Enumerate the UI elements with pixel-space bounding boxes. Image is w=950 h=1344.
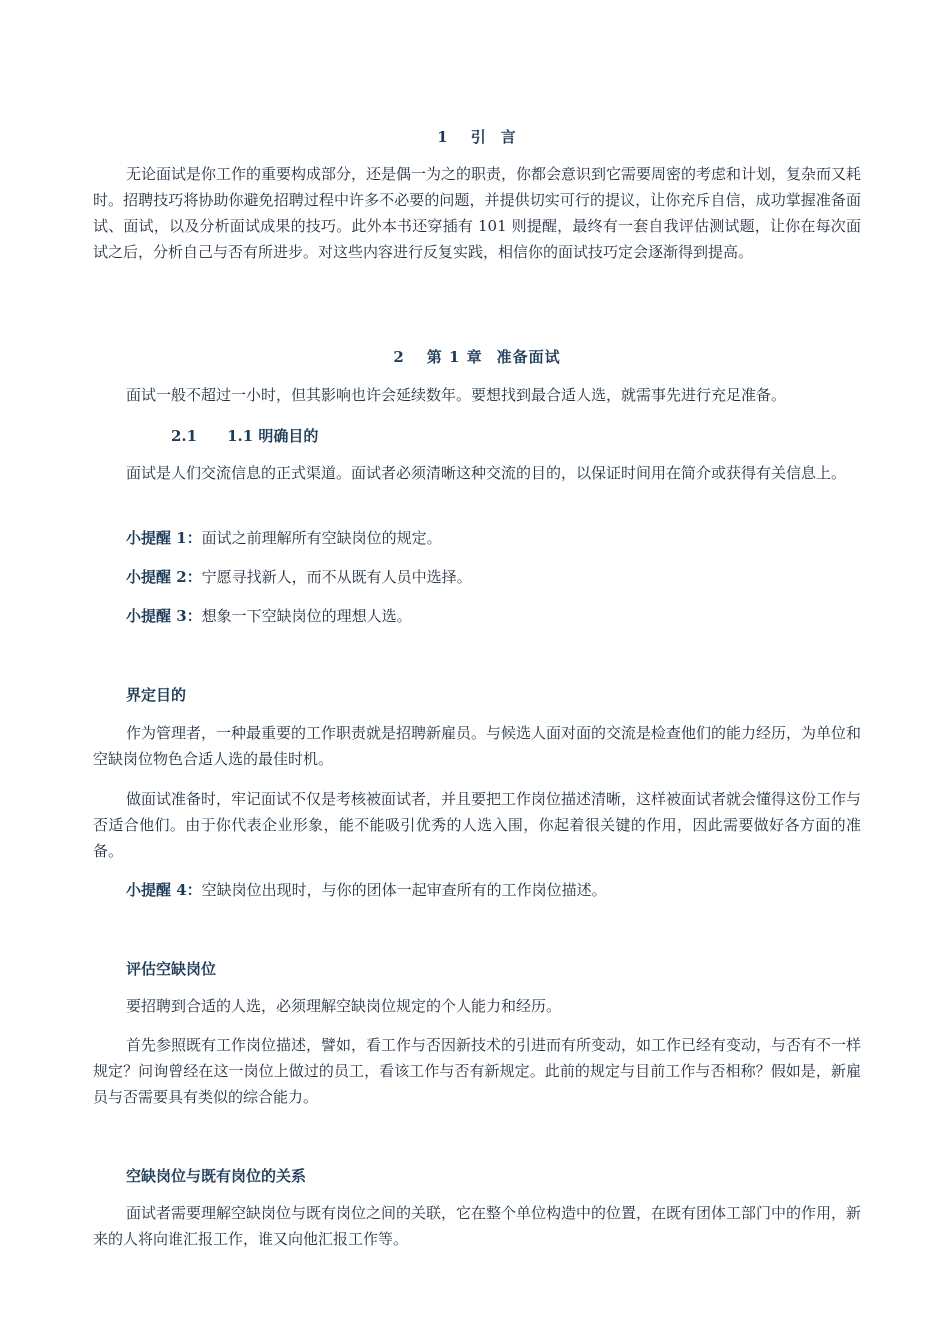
tip-label: 小提醒 3： — [126, 607, 202, 625]
heading-assess-vacancy: 评估空缺岗位 — [126, 960, 217, 978]
tip-text: 空缺岗位出现时，与你的团体一起审查所有的工作岗位描述。 — [201, 881, 607, 899]
subsection-paragraph: 面试是人们交流信息的正式渠道。面试者必须清晰这种交流的目的，以保证时间用在简介或获得有关信息上。 — [126, 464, 847, 482]
define-paragraph-1: 作为管理者，一种最重要的工作职责就是招聘新雇员。与候选人面对面的交流是检查他们的能力经历，为单位和空缺岗位物色合适人选的最佳时机。 — [93, 724, 862, 768]
tip-text: 宁愿寻找新人，而不从既有人员中选择。 — [201, 568, 472, 586]
tip-item — [126, 527, 442, 548]
tip-label: 小提醒 4： — [126, 881, 202, 899]
assess-paragraph-1: 要招聘到合适的人选，必须理解空缺岗位规定的个人能力和经历。 — [126, 997, 562, 1015]
chapter-label: 第 1 章 — [426, 348, 483, 366]
section-title-part: 言 — [500, 128, 517, 146]
tip-label: 小提醒 2： — [126, 568, 202, 586]
relation-paragraph: 面试者需要理解空缺岗位与既有岗位之间的关联，它在整个单位构造中的位置，在既有团体工部门中的作用，新来的人将向谁汇报工作，谁又向他汇报工作等。 — [93, 1204, 862, 1248]
chapter-title: 准备面试 — [496, 348, 561, 366]
section-number: 1 — [437, 128, 449, 146]
section-heading-intro — [93, 126, 861, 147]
chapter-intro-paragraph: 面试一般不超过一小时，但其影响也许会延续数年。要想找到最合适人选，就需事先进行充足准备。 — [126, 386, 787, 404]
section-title-part: 引 — [470, 128, 487, 146]
assess-paragraph-2: 首先参照既有工作岗位描述，譬如，看工作与否因新技术的引进而有所变动，如工作已经有变动，与否有不一样规定？问询曾经在这一岗位上做过的员工，看该工作与否有新规定。此前的规定与目前工作与否相称？假如是，新雇员与否需要具有类似的综合能力。 — [93, 1036, 862, 1106]
heading-position-relation: 空缺岗位与既有岗位的关系 — [126, 1167, 307, 1185]
tip-item — [126, 605, 412, 626]
intro-paragraph: 无论面试是你工作的重要构成部分，还是偶一为之的职责，你都会意识到它需要周密的考虑和计划，复杂而又耗时。招聘技巧将协助你避免招聘过程中许多不必要的问题，并提供切实可行的提议，让你充斥自信，成功掌握准备面试、面试，以及分析面试成果的技巧。此外本书还穿插有 101 则提醒，最终有一套自我评估测试题，让你在每次面试之后，分析自己与否有所进步。对这些内容进行反复实践，相信你的面试技巧定会逐渐得到提高。 — [93, 165, 862, 261]
tip-text: 面试之前理解所有空缺岗位的规定。 — [201, 529, 442, 547]
heading-define-purpose: 界定目的 — [126, 686, 187, 704]
tip-text: 想象一下空缺岗位的理想人选。 — [201, 607, 412, 625]
tip-label: 小提醒 1： — [126, 529, 202, 547]
subsection-heading — [171, 425, 318, 446]
tip-item — [126, 879, 607, 900]
define-paragraph-2: 做面试准备时，牢记面试不仅是考核被面试者，并且要把工作岗位描述清晰，这样被面试者就会懂得这份工作与否适合他们。由于你代表企业形象，能不能吸引优秀的人选入围，你起着很关键的作用，因此需要做好各方面的准备。 — [93, 790, 862, 860]
tip-item — [126, 566, 472, 587]
section-number: 2 — [393, 348, 405, 366]
chapter-heading — [93, 346, 861, 367]
subsection-number: 2.1 — [171, 427, 198, 445]
subsection-title: 1.1 明确目的 — [227, 427, 319, 445]
